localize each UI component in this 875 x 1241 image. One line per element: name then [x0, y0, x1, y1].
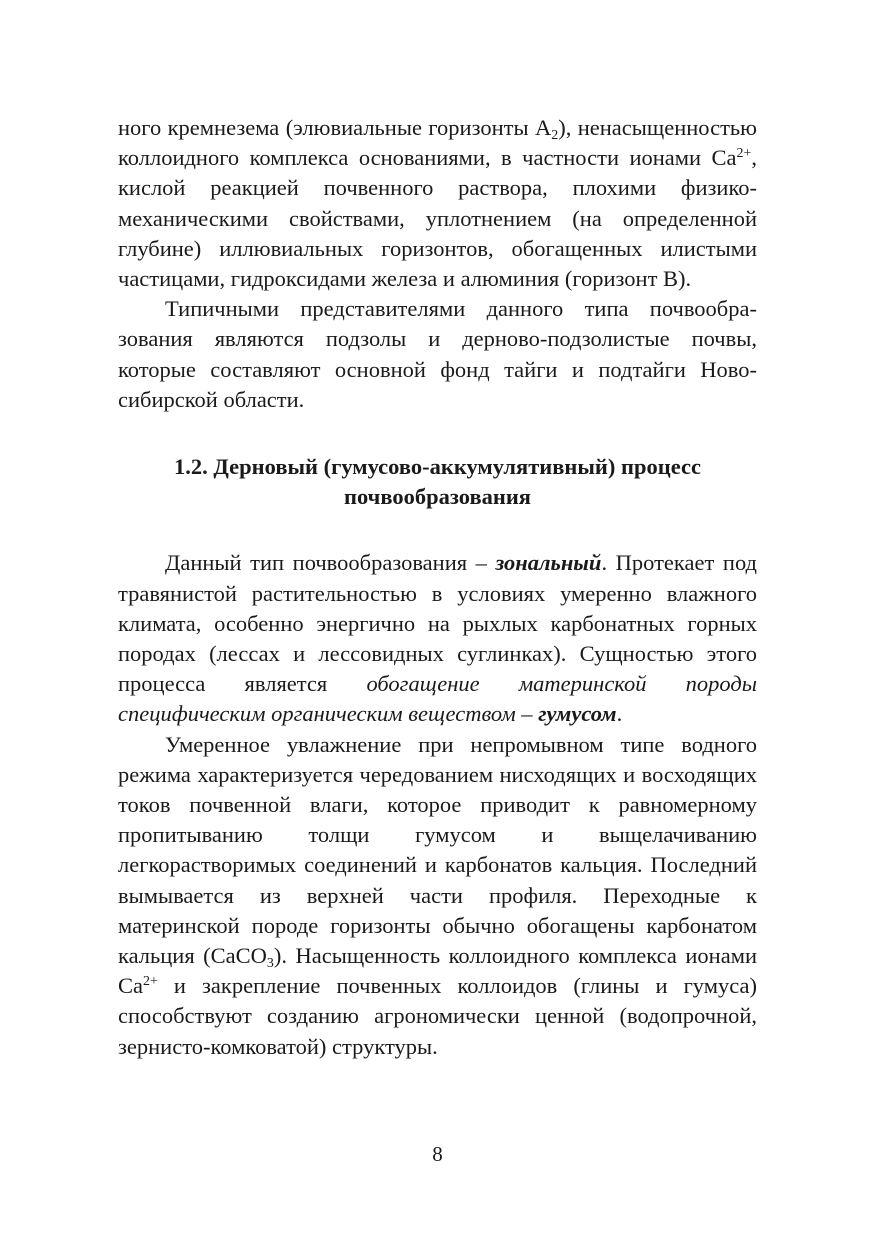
paragraph-3 — [118, 548, 757, 729]
emphasis-term: зональный — [495, 550, 602, 576]
page-body — [118, 113, 757, 1062]
paragraph-2: Типичными представителями данного типа почвообразования являются подзолы и дерново-подзолистые почвы, которые составляют основной фонд тайги и подтайги Новосибирской области. — [118, 296, 757, 412]
paragraph-4 — [118, 730, 757, 1062]
text-run: ), ненасыщенностью коллоидного комплекса основаниями, в частности ионами Са — [118, 115, 757, 171]
paragraph-1 — [118, 113, 757, 294]
italic-run: обогащение материнской породы специфическим органическим веществом – — [118, 671, 757, 727]
section-heading — [118, 452, 757, 512]
superscript: 2+ — [736, 145, 752, 161]
text-run: ного кремнезема (элювиальные горизонты А — [118, 115, 552, 140]
section-heading-line-1: 1.2. Дерновый (гумусово-аккумулятивный) процесс — [174, 454, 701, 480]
emphasis-term: гумусом — [538, 701, 617, 727]
text-run: Умеренное увлажнение при непромывном типе водного режима характеризуется чередованием нисходящих и восходящих токов почвенной влаги, которое приводит к равномерному пропитыванию толщи гумусом и выщелачиванию легкорастворимых соединений и карбонатов кальция. Последний вымывается из верхней части профиля. Переходные к материнской породе горизонты обычно обогащены карбонатом кальция (CaCO — [118, 731, 757, 969]
text-run: , кислой реакцией почвенного раствора, плохими физико-механическими свойствами, уплотнением (на определенной глубине) иллювиальных горизонтов, обогащенных илистыми частицами, гидроксидами железа и алюминия (горизонт В). — [118, 145, 757, 292]
page-number: 8 — [432, 1142, 443, 1166]
text-run: и закрепление почвенных коллоидов (глины и гумуса) способствуют созданию агрономически ценной (водопрочной, зернисто-комковатой) структуры. — [118, 973, 757, 1059]
text-run: ). Насыщенность коллоидного комплекса ионами Са — [118, 943, 757, 999]
text-run: . — [616, 701, 623, 727]
section-heading-line-2: почвообразования — [344, 484, 531, 510]
text-run: Данный тип почвообразования – — [165, 550, 496, 576]
subscript: 2 — [551, 128, 559, 144]
subscript: 3 — [266, 956, 274, 972]
superscript: 2+ — [143, 973, 158, 989]
text-run: . Протекает под травянистой растительностью в условиях умеренно влажного климата, особенно энергично на рыхлых карбонатных горных породах (лессах и лессовидных суглинках). Сущностью этого процесса является — [118, 550, 757, 697]
